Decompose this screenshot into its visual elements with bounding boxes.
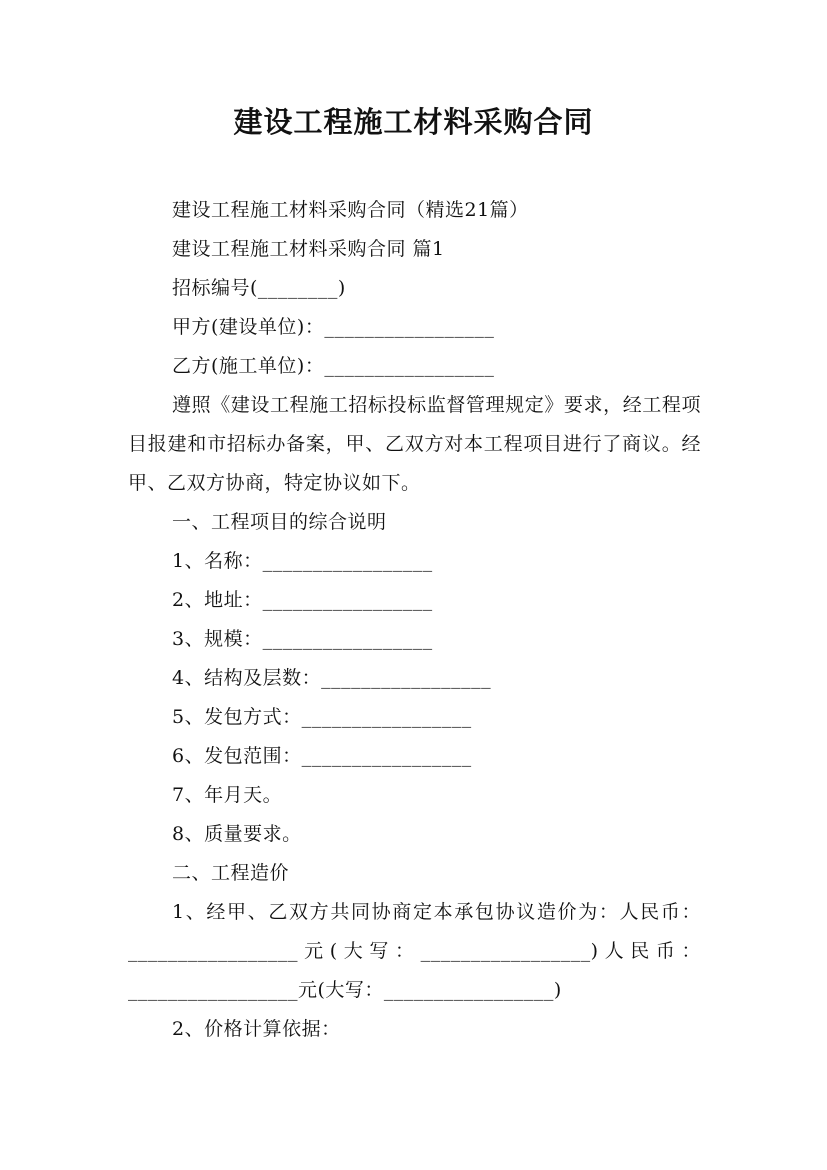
paragraph-item-quality: 8、质量要求。 xyxy=(172,823,302,845)
paragraph-party-a: 甲方(建设单位)：_________________ xyxy=(172,316,495,338)
document-body xyxy=(128,191,701,1049)
paragraph-item-duration: 7、年月天。 xyxy=(172,784,283,806)
paragraph-preamble: 遵照《建设工程施工招标投标监督管理规定》要求，经工程项目报建和市招标办备案，甲、乙双方对本工程项目进行了商议。经甲、乙双方协商，特定协议如下。 xyxy=(128,394,701,494)
paragraph-item-contract-scope: 6、发包范围：_________________ xyxy=(172,745,472,767)
paragraph-bid-number: 招标编号(________) xyxy=(172,277,346,299)
paragraph-party-b: 乙方(施工单位)：_________________ xyxy=(172,355,495,377)
document-title: 建设工程施工材料采购合同 xyxy=(233,105,594,139)
paragraph-heading-1: 一、工程项目的综合说明 xyxy=(172,511,387,533)
paragraph-item-scale: 3、规模：_________________ xyxy=(172,628,433,650)
paragraph-section-heading: 建设工程施工材料采购合同 篇1 xyxy=(172,238,445,260)
paragraph-heading-2: 二、工程造价 xyxy=(172,862,290,884)
paragraph-subtitle: 建设工程施工材料采购合同（精选21篇） xyxy=(172,199,529,221)
paragraph-item-contract-method: 5、发包方式：_________________ xyxy=(172,706,472,728)
paragraph-price-basis: 2、价格计算依据： xyxy=(172,1018,341,1040)
paragraph-item-name: 1、名称：_________________ xyxy=(172,550,433,572)
paragraph-item-structure: 4、结构及层数：_________________ xyxy=(172,667,492,689)
paragraph-item-address: 2、地址：_________________ xyxy=(172,589,433,611)
paragraph-price-agreement: 1、经甲、乙双方共同协商定本承包协议造价为：人民币：_________________元(大写：_________________)人民币：_________________元(大写：_________________) xyxy=(128,901,701,1001)
